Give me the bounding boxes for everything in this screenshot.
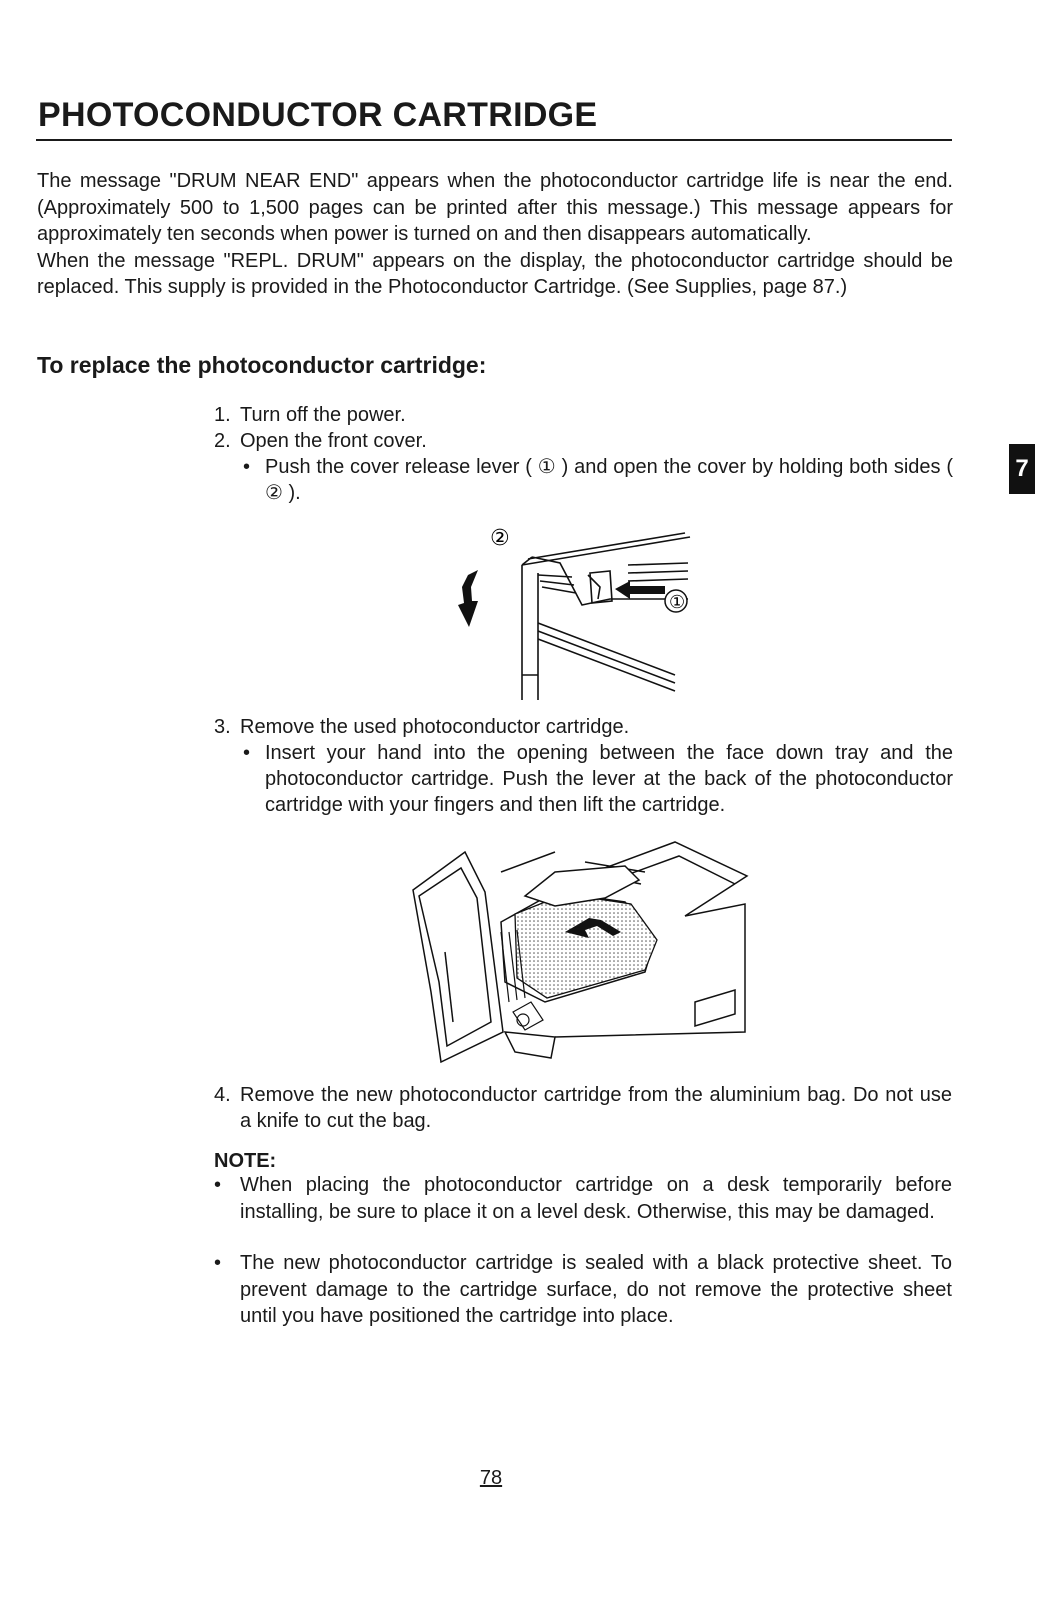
intro-paragraph-2: When the message "REPL. DRUM" appears on the display, the photoconductor cartridge should be replaced. This supply is provided in the Photoconductor Cartridge. (See Supplies, page 87.) [37,249,953,298]
step-3-bullet [243,740,953,818]
bullet-dot: • [214,1252,222,1274]
step-number: 2. [214,430,231,452]
step-text: Remove the new photoconductor cartridge from the aluminium bag. Do not use a knife to cut the bag. [240,1084,952,1132]
bullet-dot: • [243,742,251,764]
page-number: 78 [479,1467,503,1489]
step-2-bullet [243,454,953,506]
down-arrow-icon [458,570,478,627]
section-heading: To replace the photoconductor cartridge: [37,352,487,378]
step-number: 4. [214,1084,231,1106]
bullet-dot: • [214,1174,222,1196]
intro-text [37,168,953,301]
front-cover-illustration [440,515,720,705]
step-number: 3. [214,716,231,738]
step-text: Turn off the power. [240,404,406,426]
bullet-dot: • [243,456,251,478]
note-text: The new photoconductor cartridge is sealed with a black protective sheet. To prevent damage to the cartridge surface, do not remove the protective sheet until you have positioned the cartridge into place. [240,1252,952,1327]
cartridge-removal-illustration [405,832,765,1072]
page-title: PHOTOCONDUCTOR CARTRIDGE [38,96,598,134]
note-item [214,1172,952,1225]
title-underline [36,139,952,141]
bullet-text: Insert your hand into the opening between the face down tray and the photoconductor cartridge. Push the lever at the back of the photoconductor cartridge with your fingers and then lift the cartridge. [265,742,953,816]
note-heading: NOTE: [214,1150,277,1172]
step-text: Open the front cover. [240,430,427,452]
note-item [214,1250,952,1330]
step-number: 1. [214,404,231,426]
figure-label-sides: ② [490,526,510,551]
note-text: When placing the photoconductor cartridge on a desk temporarily before installing, be sure to place it on a level desk. Otherwise, this may be damaged. [240,1174,952,1223]
bullet-text: Push the cover release lever ( ① ) and open the cover by holding both sides ( ② ). [265,456,953,504]
chapter-tab: 7 [1009,444,1035,494]
step-text: Remove the used photoconductor cartridge. [240,716,630,738]
intro-paragraph-1: The message "DRUM NEAR END" appears when the photoconductor cartridge life is near the end. (Approximately 500 to 1,500 pages can be printed after this message.) This message appears for approximately ten seconds when power is turned on and then disappears automatically. [37,170,953,245]
figure-label-lever: ① [669,592,686,613]
